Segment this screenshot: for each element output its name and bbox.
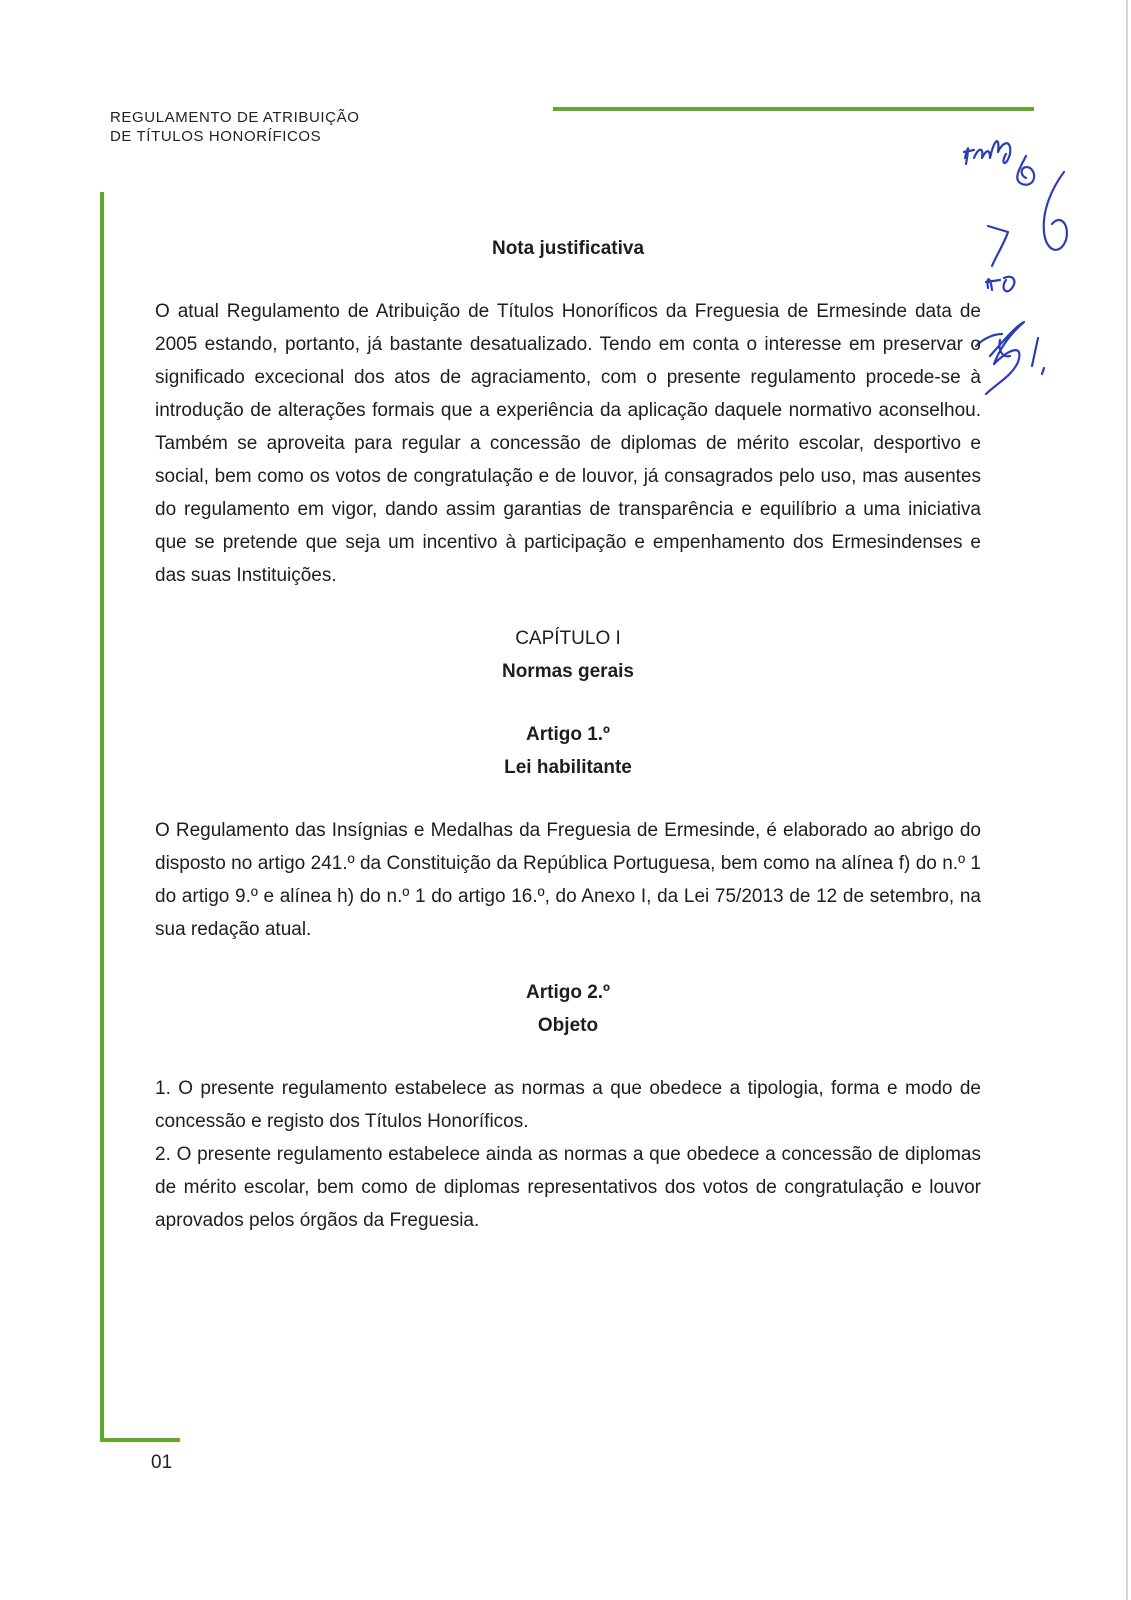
header-line-2: DE TÍTULOS HONORÍFICOS [110, 128, 322, 145]
header-green-rule [553, 107, 1034, 111]
side-green-rule [100, 192, 104, 1442]
header-line-1: REGULAMENTO DE ATRIBUIÇÃO [110, 109, 360, 126]
page-number: 01 [151, 1452, 173, 1473]
document-body [155, 232, 981, 1237]
article-2-paragraph-1: 1. O presente regulamento estabelece as normas a que obedece a tipologia, forma e modo de concessão e registo dos Títulos Honoríficos. [155, 1078, 981, 1132]
article-2-number: Artigo 2.º [526, 982, 610, 1003]
document-header [110, 108, 360, 146]
article-2-paragraph-2: 2. O presente regulamento estabelece ainda as normas a que obedece a concessão de diplomas de mérito escolar, bem como de diplomas representativos dos votos de congratulação e louvor aprovados pelos órgãos da Freguesia. [155, 1144, 981, 1231]
nota-title: Nota justificativa [491, 238, 645, 259]
page-edge [1126, 0, 1128, 1600]
article-1-title: Lei habilitante [504, 757, 632, 778]
bottom-green-rule [100, 1438, 180, 1442]
chapter-title: Normas gerais [501, 661, 634, 682]
chapter-label: CAPÍTULO I [515, 628, 621, 649]
nota-paragraph: O atual Regulamento de Atribuição de Títulos Honoríficos da Freguesia de Ermesinde data de 2005 estando, portanto, já bastante desatualizado. Tendo em conta o interesse em preservar o significado excecional dos atos de agraciamento, com o presente regulamento procede-se à introdução de alterações formais que a experiência da aplicação daquele normativo aconselhou. Também se aproveita para regular a concessão de diplomas de mérito escolar, desportivo e social, bem como os votos de congratulação e de louvor, já consagrados pelo uso, mas ausentes do regulamento em vigor, dando assim garantias de transparência e equilíbrio a uma iniciativa que se pretende que seja um incentivo à participação e empenhamento dos Ermesindenses e das suas Instituições. [155, 301, 981, 586]
article-1-paragraph: O Regulamento das Insígnias e Medalhas da Freguesia de Ermesinde, é elaborado ao abrigo do disposto no artigo 241.º da Constituição da República Portuguesa, bem como na alínea f) do n.º 1 do artigo 9.º e alínea h) do n.º 1 do artigo 16.º, do Anexo I, da Lei 75/2013 de 12 de setembro, na sua redação atual. [155, 820, 981, 940]
article-2-title: Objeto [537, 1015, 599, 1036]
article-1-number: Artigo 1.º [526, 724, 610, 745]
